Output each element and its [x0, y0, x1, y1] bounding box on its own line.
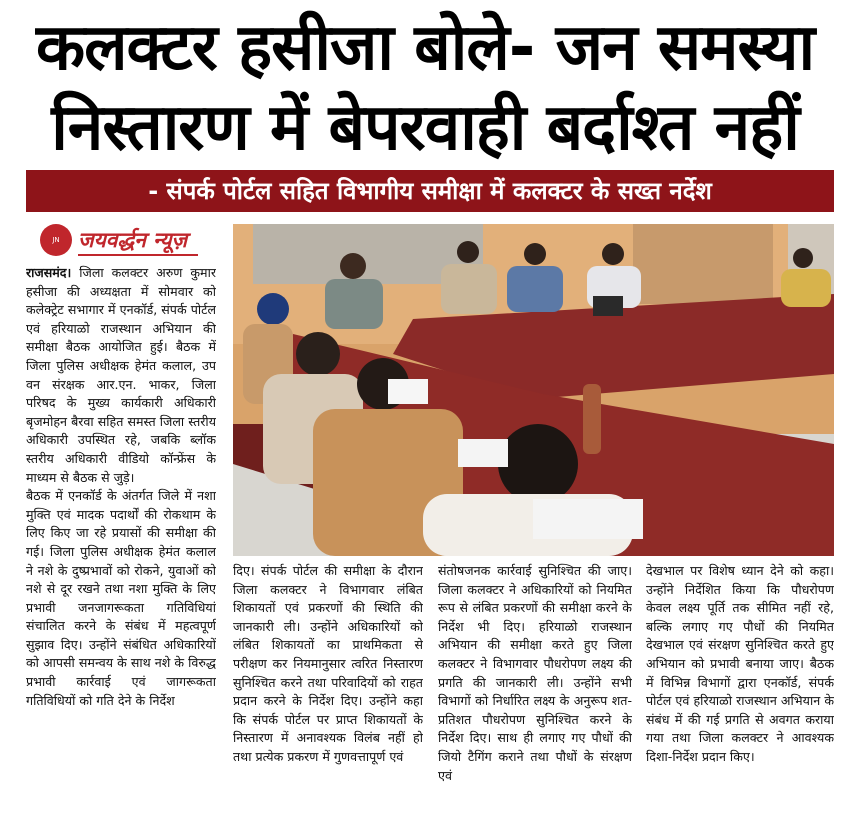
- column-3-text: संतोषजनक कार्रवाई सुनिश्चित की जाए। जिला कलक्टर ने अधिकारियों को नियमित रूप से लंबित प्रकरणों की समीक्षा करने के निर्देश भी दिए। हरियाळो राजस्थान अभियान की समीक्षा करते हुए जिला कलक्टर ने विभागवार पौधरोपण लक्ष्य की प्रगति की जानकारी ली। उन्होंने सभी विभागों को निर्धारित लक्ष्य के अनुरूप शत-प्रतिशत पौधरोपण सुनिश्चित करने के निर्देश दिए। साथ ही लगाए गए पौधों की जियो टैगिंग कराने तथा पौधों के संरक्षण एवं: [438, 563, 632, 783]
- subheadline-banner: [26, 170, 834, 212]
- article-column-3: [438, 562, 632, 820]
- meeting-photo: [233, 224, 834, 556]
- headline: [0, 8, 850, 168]
- logo-text: जयवर्द्धन न्यूज़: [78, 228, 188, 252]
- logo-underline: [78, 254, 198, 256]
- logo-emblem-icon: JN: [40, 224, 72, 256]
- column-4-text: देखभाल पर विशेष ध्यान देने को कहा। उन्होंने निर्देशित किया कि पौधरोपण केवल लक्ष्य पूर्ति तक सीमित नहीं रहे, बल्कि लगाए गए पौधों की नियमित देखभाल एवं संरक्षण सुनिश्चित करते हुए अभियान को प्रभावी बनाया जाए। बैठक में विभिन्न विभागों द्वारा एनकॉर्ड, संपर्क पोर्टल एवं हरियाळो राजस्थान अभियान के संबंध में की गई प्रगति से अवगत कराया गया तथा जिला कलक्टर ने आवश्यक दिशा-निर्देश प्रदान किए।: [646, 563, 834, 764]
- paragraph-1-text: जिला कलक्टर अरुण कुमार हसीजा की अध्यक्षता में सोमवार को कलेक्ट्रेट सभागार में एनकॉर्ड, संपर्क पोर्टल एवं हरियाळो राजस्थान अभियान की समीक्षा बैठक आयोजित हुई। बैठक में जिला पुलिस अधीक्षक हेमंत कलाल, उप वन संरक्षक आर.एन. भाकर, जिला परिषद के मुख्य कार्यकारी अधिकारी बृजमोहन बैरवा सहित समस्त जिला स्तरीय अधिकारी उपस्थित रहे, जबकि ब्लॉक स्तरीय अधिकारी वीडियो कॉन्फ्रेंस के माध्यम से बैठक से जुड़े।: [26, 265, 216, 485]
- column-2-text: दिए। संपर्क पोर्टल की समीक्षा के दौरान जिला कलक्टर ने विभागवार लंबित शिकायतों एवं प्रकरणों की स्थिति की जानकारी ली। उन्होंने अधिकारियों को लंबित शिकायतों का प्राथमिकता से परीक्षण कर नियमानुसार त्वरित निस्तारण सुनिश्चित करने तथा परिवादियों को राहत प्रदान करने के निर्देश दिए। उन्होंने कहा कि संपर्क पोर्टल पर प्राप्त शिकायतों के निस्तारण में अनावश्यक विलंब नहीं हो तथा प्रत्येक प्रकरण में गुणवत्तापूर्ण एवं: [233, 563, 423, 764]
- subheadline-text: - संपर्क पोर्टल सहित विभागीय समीक्षा में कलक्टर के सख्त नर्देश: [148, 177, 712, 205]
- headline-line-1: कलक्टर हसीजा बोले- जन समस्या: [35, 11, 815, 85]
- headline-line-2: निस्तारण में बेपरवाही बर्दाश्त नहीं: [51, 91, 799, 165]
- article-column-1: [26, 264, 216, 820]
- article-column-4: [646, 562, 834, 820]
- dateline: राजसमंद।: [26, 265, 72, 280]
- publication-logo: [40, 222, 200, 258]
- article-column-2: [233, 562, 423, 820]
- paragraph-2: बैठक में एनकॉर्ड के अंतर्गत जिले में नशा मुक्ति एवं मादक पदार्थों की रोकथाम के लिए किए जा रहे प्रयासों की समीक्षा की गई। जिला पुलिस अधीक्षक हेमंत कलाल ने नशे के दुष्प्रभावों को रोकने, युवाओं को नशे से दूर रखने तथा नशा मुक्ति के लिए प्रभावी जनजागरूकता गतिविधियां संचालित करने के संबंध में महत्वपूर्ण सुझाव दिए। उन्होंने संबंधित अधिकारियों को आपसी समन्वय के साथ नशे के विरुद्ध प्रभावी कार्रवाई एवं जागरूकता गतिविधियों को गति देने के निर्देश: [26, 488, 216, 708]
